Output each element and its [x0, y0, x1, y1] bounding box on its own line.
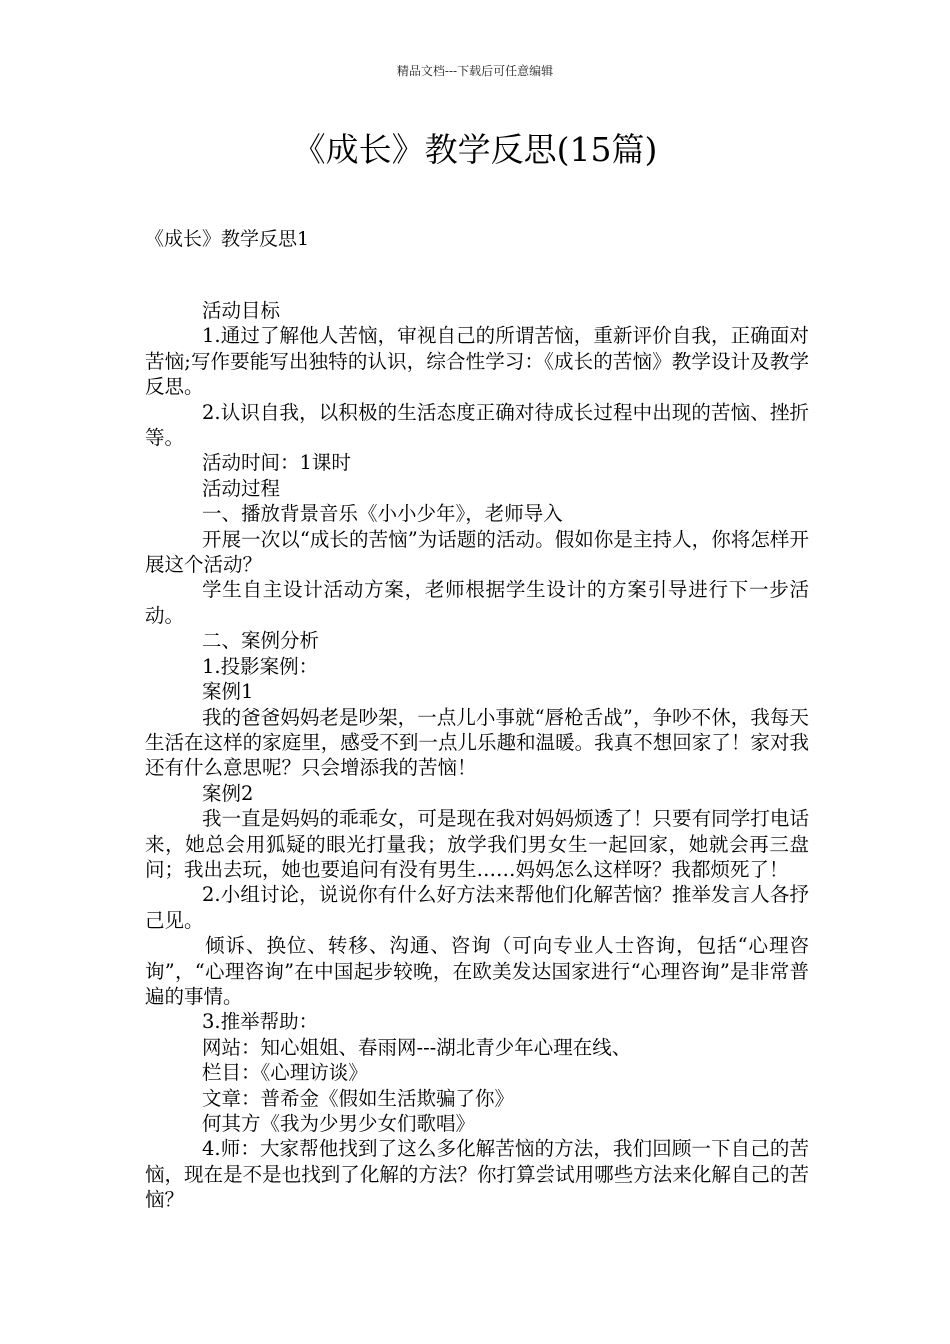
- paragraph: 案例1: [202, 680, 254, 704]
- section-title: 《成长》教学反思1: [145, 228, 310, 250]
- paragraph: 开展一次以“成长的苦恼”为话题的活动。假如你是主持人，你将怎样开展这个活动？: [145, 527, 809, 577]
- paragraph: 何其方《我为少男少女们歌唱》: [202, 1112, 476, 1135]
- paragraph: 我一直是妈妈的乖乖女，可是现在我对妈妈烦透了！只要有同学打电话来，她总会用狐疑的眼光打量我；放学我们男女生一起回家，她就会再三盘问；我出去玩，她也要追问有没有男生……妈妈怎么这样呀？我都烦死了！: [145, 807, 809, 881]
- paragraph: 4.师：大家帮他找到了这么多化解苦恼的方法，我们回顾一下自己的苦恼，现在是不是也找到了化解的方法？你打算尝试用哪些方法来化解自己的苦恼？: [145, 1137, 809, 1212]
- paragraph: 活动目标: [202, 299, 281, 322]
- paragraph: 2.认识自我，以积极的生活态度正确对待成长过程中出现的苦恼、挫折等。: [145, 400, 809, 450]
- paragraph: 活动过程: [202, 476, 281, 500]
- paragraph: 文章：普希金《假如生活欺骗了你》: [202, 1086, 515, 1110]
- paragraph: 1.通过了解他人苦恼，审视自己的所谓苦恼，重新评价自我，正确面对苦恼;写作要能写出独特的认识，综合性学习：《成长的苦恼》教学设计及教学反思。: [145, 324, 809, 399]
- paragraph: 1.投影案例：: [202, 654, 319, 678]
- paragraph: 我的爸爸妈妈老是吵架，一点儿小事就“唇枪舌战”，争吵不休，我每天生活在这样的家庭里，感受不到一点儿乐趣和温暖。我真不想回家了！家对我还有什么意思呢？只会增添我的苦恼！: [145, 705, 809, 780]
- paragraph: 网站：知心姐姐、春雨网---湖北青少年心理在线、: [202, 1035, 632, 1059]
- paragraph: 一、播放背景音乐《小小少年》，老师导入: [202, 502, 563, 526]
- paragraph: 3.推举帮助：: [202, 1010, 319, 1034]
- paragraph: 案例2: [202, 781, 254, 805]
- document-body: [145, 298, 809, 1213]
- document-title: 《成长》教学反思(15篇): [292, 130, 658, 169]
- page-header-note: 精品文档---下载后可任意编辑: [396, 64, 554, 78]
- paragraph: 2.小组讨论，说说你有什么好方法来帮他们化解苦恼？推举发言人各抒己见。: [145, 883, 809, 932]
- paragraph: 学生自主设计活动方案，老师根据学生设计的方案引导进行下一步活动。: [145, 578, 809, 627]
- paragraph: 二、案例分析: [202, 629, 320, 653]
- paragraph: 倾诉、换位、转移、沟通、咨询（可向专业人士咨询，包括“心理咨询”，“心理咨询”在中国起步较晚，在欧美发达国家进行“心理咨询”是非常普遍的事情。: [145, 934, 809, 1008]
- paragraph: 栏目：《心理访谈》: [202, 1061, 368, 1085]
- paragraph: 活动时间：1课时: [202, 451, 351, 475]
